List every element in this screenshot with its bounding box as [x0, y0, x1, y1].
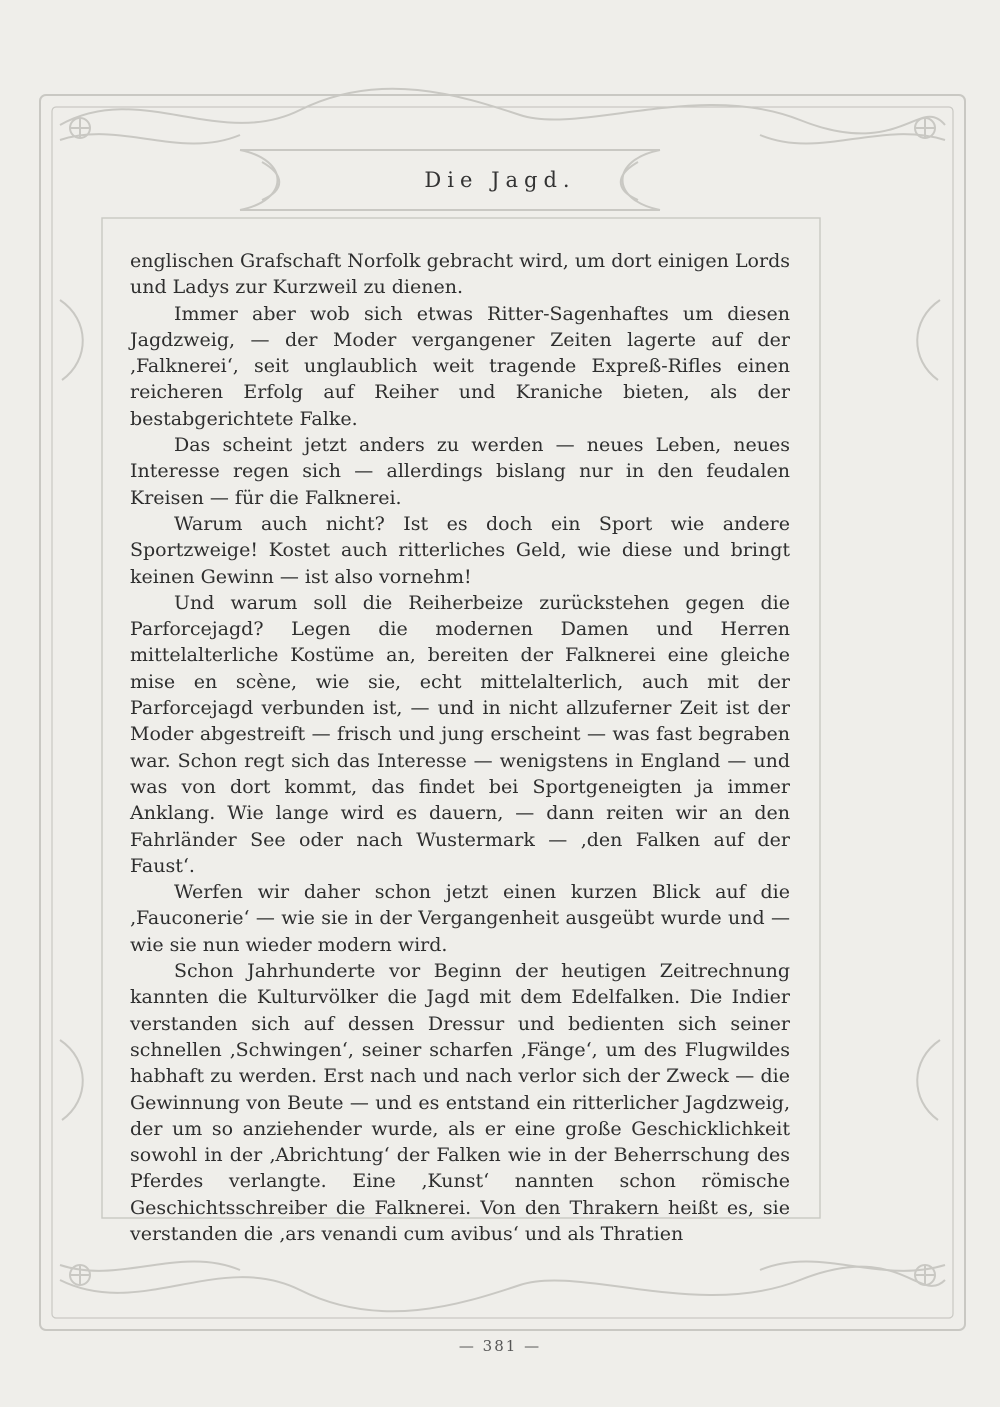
paragraph: Warum auch nicht? Ist es doch ein Sport wie andere Sportzweige! Kostet auch ritterliches Geld, wie diese und bringt keinen Gewinn — ist also vornehm!: [130, 512, 790, 588]
paragraph: Und warum soll die Reiherbeize zurückstehen gegen die Parforcejagd? Legen die modernen Damen und Herren mittelalterliche Kostüme an, bereiten der Falknerei eine gleiche mise en scène, wie sie, echt mittelalterlich, auch mit der Parforcejagd verbunden ist, — und in nicht allzuferner Zeit ist der Moder abgestreift — frisch und jung erscheint — was fast begraben war. Schon regt sich das Interesse — wenigstens in England — und was von dort kommt, das findet bei Sportgeneigten ja immer Anklang. Wie lange wird es dauern, — dann reiten wir an den Fahrländer See oder nach Wustermark — ‚den Falken auf der Faust‘.: [130, 591, 790, 877]
paragraph: Werfen wir daher schon jetzt einen kurzen Blick auf die ‚Fauconerie‘ — wie sie in der Vergangenheit ausgeübt wurde und — wie sie nun wieder modern wird.: [130, 881, 790, 956]
paragraph: Immer aber wob sich etwas Ritter-Sagenhaftes um diesen Jagdzweig, — der Moder vergangener Zeiten lagerte auf der ‚Falknerei‘, seit unglaublich weit tragende Expreß-Rifles einen reicheren Erfolg auf Reiher und Kraniche bieten, als der bestabgerichtete Falke.: [130, 302, 790, 430]
paragraph: Schon Jahrhunderte vor Beginn der heutigen Zeitrechnung kannten die Kulturvölker die Jagd mit dem Edelfalken. Die Indier verstanden sich auf dessen Dressur und bedienten sich seiner schnellen ‚Schwingen‘, seiner scharfen ‚Fänge‘, um des Flugwildes habhaft zu werden. Erst nach und nach verlor sich der Zweck — die Gewinnung von Beute — und es entstand ein ritterlicher Jagdzweig, der um so anziehender wurde, als er eine große Geschicklichkeit sowohl in der ‚Abrichtung‘ der Falken wie in der Beherrschung des Pferdes verlangte. Eine ‚Kunst‘ nannten schon römische Geschichtsschreiber die Falknerei. Von den Thrakern heißt es, sie verstanden die ‚ars venandi cum avibus‘ und als Thratien: [130, 960, 790, 1245]
paragraph: Das scheint jetzt anders zu werden — neues Leben, neues Interesse regen sich — allerdings bislang nur in den feudalen Kreisen — für die Falknerei.: [130, 434, 790, 509]
paragraph: englischen Grafschaft Norfolk gebracht wird, um dort einigen Lords und Ladys zur Kurzweil zu dienen.: [130, 250, 790, 299]
page-number: — 381 —: [458, 1337, 542, 1355]
running-header: Die Jagd.: [424, 168, 576, 192]
body-text: [130, 248, 790, 1247]
